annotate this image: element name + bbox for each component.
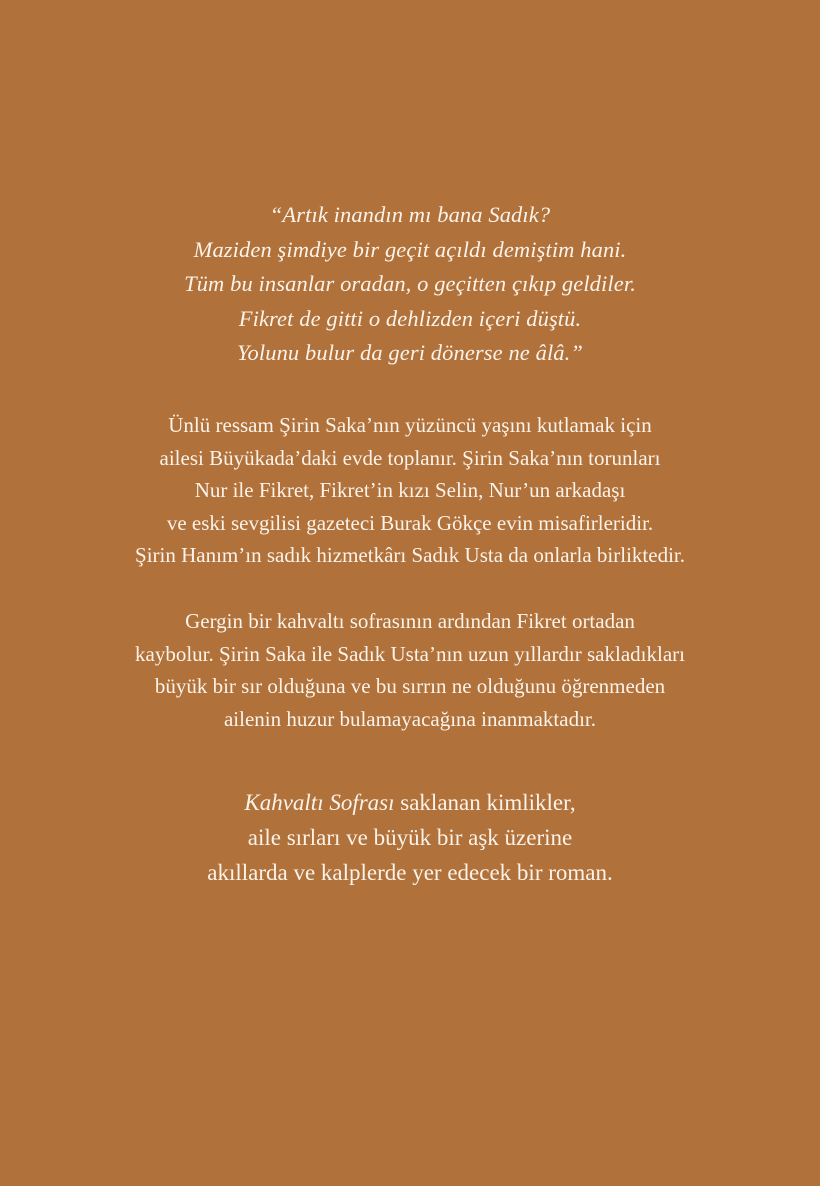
quote-line: “Artık inandın mı bana Sadık? — [269, 202, 551, 227]
closing-line-rest: saklanan kimlikler, — [394, 790, 576, 815]
paragraph-line: Gergin bir kahvaltı sofrasının ardından Fikret ortadan — [185, 609, 635, 633]
synopsis-paragraph-1 — [0, 409, 820, 572]
paragraph-line: Ünlü ressam Şirin Saka’nın yüzüncü yaşını kutlamak için — [168, 413, 652, 437]
closing-tagline — [0, 785, 820, 890]
paragraph-line: büyük bir sır olduğuna ve bu sırrın ne olduğunu öğrenmeden — [154, 674, 666, 698]
paragraph-line: ailesi Büyükada’daki evde toplanır. Şirin Saka’nın torunları — [159, 445, 661, 470]
quote-line: Maziden şimdiye bir geçit açıldı demiştim hani. — [193, 236, 627, 262]
paragraph-line: Nur ile Fikret, Fikret’in kızı Selin, Nur’un arkadaşı — [194, 478, 626, 502]
paragraph-line: Şirin Hanım’ın sadık hizmetkârı Sadık Usta da onlarla birliktedir. — [135, 543, 685, 567]
epigraph-quote — [0, 198, 820, 371]
paragraph-line: ve eski sevgilisi gazeteci Burak Gökçe evin misafirleridir. — [166, 510, 654, 535]
paragraph-line: ailenin huzur bulamayacağına inanmaktadır. — [223, 706, 597, 731]
paragraph-line: kaybolur. Şirin Saka ile Sadık Usta’nın uzun yıllardır sakladıkları — [135, 641, 685, 666]
quote-line: Tüm bu insanlar oradan, o geçitten çıkıp geldiler. — [184, 271, 636, 296]
quote-line: Fikret de gitti o dehlizden içeri düştü. — [238, 305, 582, 331]
closing-line — [0, 785, 820, 820]
closing-line: akıllarda ve kalplerde yer edecek bir roman. — [207, 860, 613, 885]
synopsis-paragraph-2 — [0, 605, 820, 735]
quote-line: Yolunu bulur da geri dönerse ne âlâ.” — [236, 340, 583, 365]
book-title: Kahvaltı Sofrası — [244, 790, 395, 815]
closing-line: aile sırları ve büyük bir aşk üzerine — [247, 825, 573, 850]
